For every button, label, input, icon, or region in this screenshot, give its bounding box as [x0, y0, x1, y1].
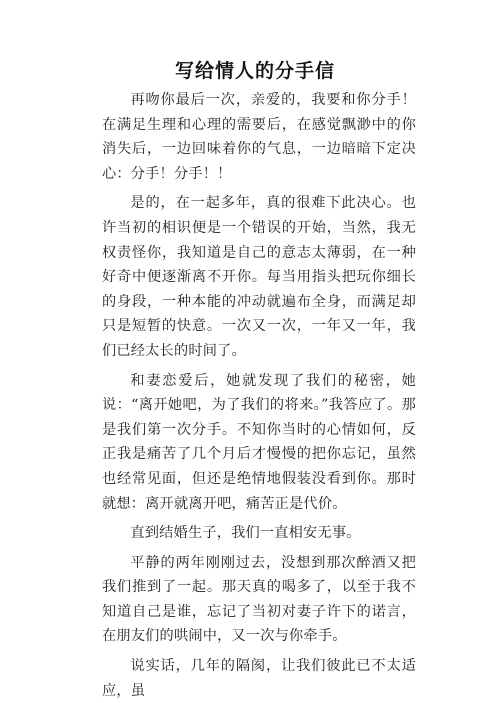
paragraph-6: 说实话，几年的隔阂，让我们彼此已不太适应，虽	[102, 658, 416, 699]
paragraph-5: 平静的两年刚刚过去，没想到那次醉酒又把我们推到了一起。那天真的喝多了，以至于我不知道自己是谁，忘记了当初对妻子许下的诺言，在朋友们的哄闹中，又一次与你牵手。	[102, 554, 416, 645]
paragraph-2: 是的，在一起多年，真的很难下此决心。也许当初的相识便是一个错误的开始，当然，我无权责怪你，我知道是自己的意志太薄弱，在一种好奇中便逐渐离不开你。每当用指头把玩你细长的身段，一种本能的冲动就遍布全身，而满足却只是短暂的快意。一次又一次，一年又一年，我们已经太长的时间了。	[102, 195, 416, 359]
paragraph-1: 再吻你最后一次，亲爱的，我要和你分手！在满足生理和心理的需要后，在感觉飘渺中的你消失后，一边回味着你的气息，一边暗暗下定决心：分手！分手！！	[102, 92, 416, 182]
paragraph-4: 直到结婚生子，我们一直相安无事。	[130, 525, 361, 542]
paragraph-3: 和妻恋爱后，她就发现了我们的秘密，她说：“离开她吧，为了我们的将来。”我答应了。那是我们第一次分手。不知你当时的心情如何，反正我是痛苦了几个月后才慢慢的把你忘记，虽然也经常见面，但还是绝情地假装没看到你。那时就想：离开就离开吧，痛苦正是代价。	[102, 372, 416, 512]
document-title: 写给情人的分手信	[174, 60, 335, 82]
